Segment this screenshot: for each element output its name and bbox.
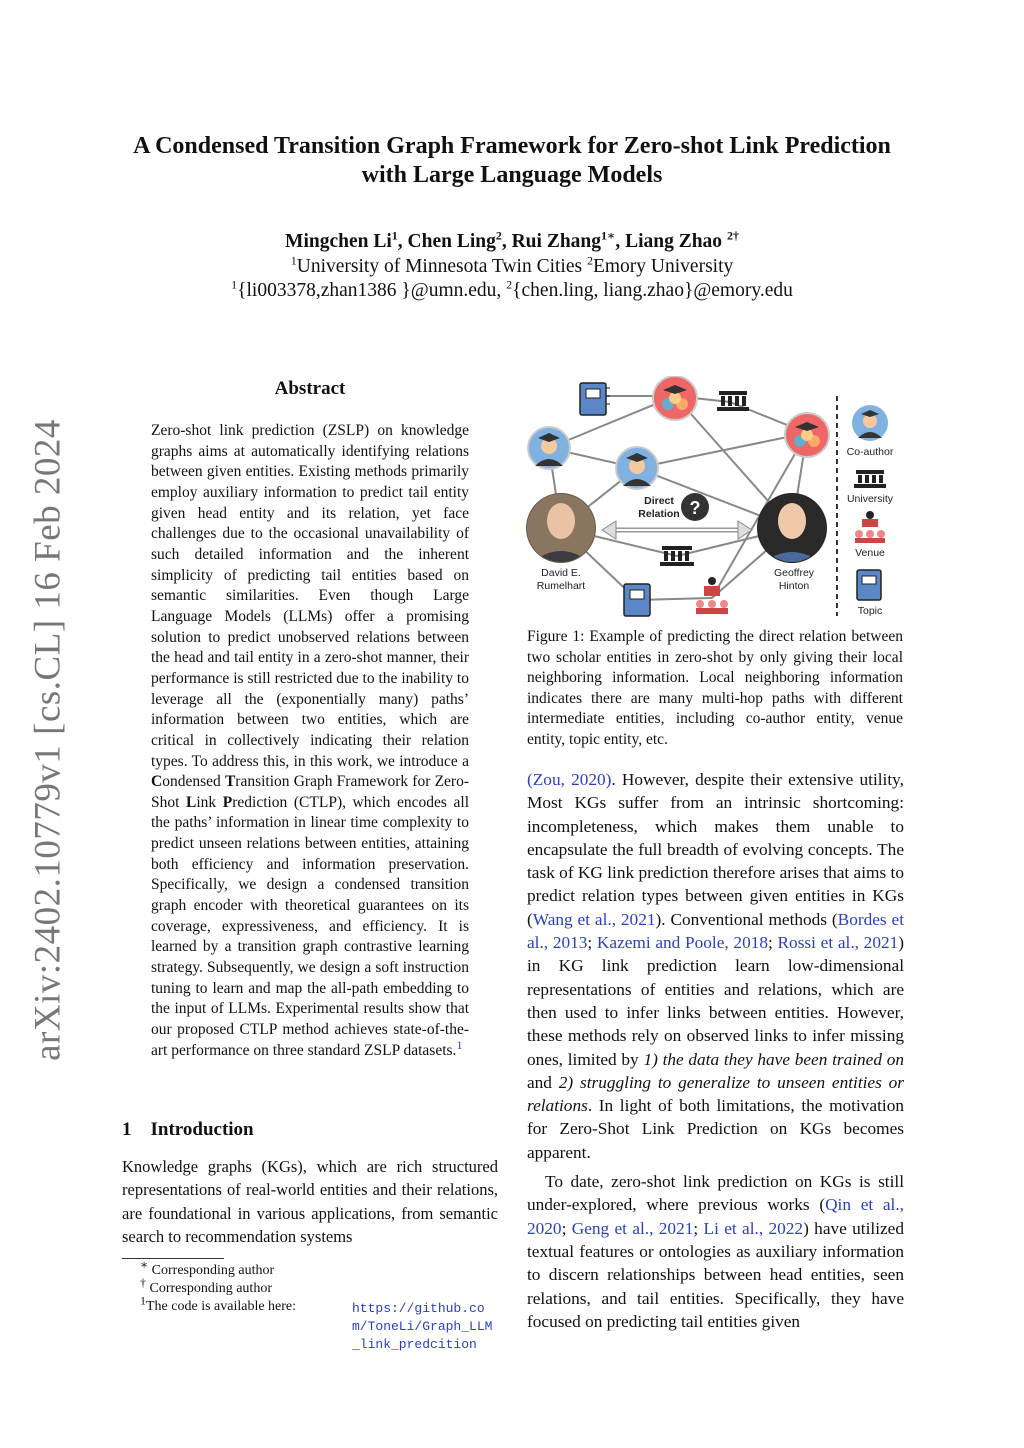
author-list: Mingchen Li$^1$, Chen Ling$^2$, Rui Zhang$^{1∗}$, Liang Zhao $^{2\dagger}$	[285, 228, 739, 252]
text: and	[527, 1072, 559, 1092]
question-icon: ?	[689, 498, 701, 518]
email-sup: 2	[506, 277, 513, 292]
citation-link[interactable]: Wang et al., 2021	[532, 909, 656, 929]
figure-1	[522, 376, 914, 624]
legend-label: Topic	[857, 605, 883, 617]
emphasis: 1) the data they have been trained on	[643, 1049, 905, 1069]
email-2: {chen.ling, liang.zhao}@emory.edu	[512, 280, 793, 301]
legend-topic-icon	[857, 570, 881, 600]
paragraph	[527, 768, 904, 1164]
citation-link[interactable]: Geng et al., 2021	[571, 1218, 694, 1238]
footnote-mark: ∗	[140, 1257, 149, 1272]
affiliation-1: University of Minnesota Twin Cities	[296, 256, 587, 277]
abstract-acronym-letter: T	[224, 773, 236, 791]
footnote-text: Corresponding author	[149, 1281, 272, 1296]
text: ). Conventional methods (	[655, 909, 838, 929]
text: ;	[561, 1218, 572, 1238]
footnote-dagger	[140, 1275, 520, 1298]
author-sup: 2	[495, 228, 502, 243]
legend-label: University	[846, 493, 894, 505]
abstract-body	[151, 421, 469, 1061]
footnote-text: Corresponding author	[151, 1263, 275, 1278]
citation-link[interactable]: Rossi et al., 2021	[777, 933, 899, 953]
affiliations	[100, 255, 924, 279]
citation-link[interactable]: Qin et al., 2020	[527, 1195, 904, 1238]
citation-link[interactable]: Bordes et al., 2013	[527, 909, 904, 953]
text: To date, zero-shot link prediction on KGs is still under-explored, where previous works (	[527, 1172, 904, 1215]
intro-paragraph: Knowledge graphs (KGs), which are rich structured representations of real-world entities and their relations, are foundational in various applications, from semantic search to recommendation systems	[122, 1157, 498, 1246]
footnote-rule	[122, 1258, 224, 1259]
footnote-mark: †	[140, 1275, 146, 1290]
footnote-url-wrap	[352, 1300, 512, 1354]
section-number: 1	[122, 1119, 132, 1140]
emphasis: 2) struggling to generalize to unseen entities or relations	[527, 1072, 904, 1116]
author-sup: 1∗	[601, 228, 616, 243]
abstract-text: rediction (CTLP), which encodes all the paths’ information in linear time complexity to predict unseen relations between entities, attaining both efficiency and information preservation. Specifically, we design a condensed transition graph encoder with theoretical guarantees on its coverage, expressiveness, and efficiency. It is learned by a transition graph contrastive learning strategy. Subsequently, we design a soft instruction tuning to learn and map the all-path embedding to the input of LLMs. Experimental results show that our proposed CTLP method achieves state-of-the-art performance on three standard ZSLP datasets.	[151, 793, 469, 1059]
author-name: Liang Zhao	[625, 231, 723, 252]
section-heading	[122, 1119, 254, 1141]
text: ) in KG link prediction learn low-dimensional representations of entities and relations, which are then used to infer links between entities. However, these methods rely on observed links to infer missing ones, limited by	[527, 933, 905, 1069]
emails	[100, 279, 924, 303]
person-right-label: Geoffrey Hinton	[773, 567, 815, 592]
person-photo-right	[752, 486, 832, 566]
person-photo-left	[522, 486, 602, 566]
citation-link[interactable]: Kazemi and Poole, 2018	[596, 933, 768, 953]
text: ;	[768, 933, 778, 953]
figure-caption: Figure 1: Example of predicting the direct relation between two scholar entities in zero-shot by only giving their local neighboring information. Local neighboring information indicates there are many multi-hop paths with different intermediate entities, including co-author entity, venue entity, topic entity, etc.	[527, 628, 903, 748]
paragraph	[527, 1170, 904, 1333]
book-icon	[580, 383, 610, 415]
affil-sup: 2	[586, 253, 593, 268]
abstract-text: ink	[196, 793, 223, 811]
author-name: Chen Ling	[407, 231, 496, 252]
legend-venue-icon	[855, 511, 885, 543]
legend-university-icon	[854, 470, 886, 488]
text: ;	[693, 1218, 704, 1238]
right-column-text	[527, 768, 904, 1333]
abstract-text: ondensed	[162, 773, 225, 791]
email-sup: 1	[231, 277, 238, 292]
abstract-text: Zero-shot link prediction (ZSLP) on knowledge graphs aims at automatically identifying relations between given entities. Existing methods primarily employ auxiliary information to predict tail entity given head entity and its relation, yet face challenges due to the occasional unavailability of such detailed information and the inherent simplicity of predicting tail entities based on semantic similarities. Even though Large Language Models (LLMs) offer a promising solution to predict unobserved relations between the head and tail entity in a zero-shot manner, their performance is still restricted due to the inability to leverage all the (exponentially many) paths’ information between two entities, which are critical in collectively indicating their relation types. To address this, in this work, we introduce a	[151, 422, 469, 770]
footnote-text: The code is available here:	[146, 1299, 297, 1314]
abstract-acronym-letter: C	[151, 773, 163, 791]
paper-title-line2: with Large Language Models	[361, 162, 663, 188]
legend-coauthor-icon	[852, 405, 888, 441]
code-url-link[interactable]: https://github.com/ToneLi/Graph_LLM_link_predcition	[352, 1301, 493, 1352]
affiliation-2: Emory University	[592, 256, 734, 277]
text: ;	[587, 933, 597, 953]
author-name: Mingchen Li	[285, 231, 392, 252]
legend-label: Venue	[855, 547, 885, 559]
text: . However, despite their extensive utility, Most KGs suffer from an intrinsic shortcoming: incompleteness, which makes them unable to encapsulate the full breadth of evolving concepts. The task of KG link prediction therefore arises that aims to predict relation types between given entities in KGs (	[527, 770, 904, 929]
coauthor-group-icon	[653, 376, 697, 420]
author-sup: 1	[391, 228, 398, 243]
legend-label: Co-author	[846, 446, 894, 458]
author-name: Rui Zhang	[511, 231, 602, 252]
text: ) have utilized textual features or ontologies as auxiliary information to discern relationships between head entities, seen relations, and tail entities. Specifically, they have focused on predicting tail entities given	[527, 1218, 904, 1331]
citation-link[interactable]: Li et al., 2022	[703, 1218, 804, 1238]
person-left-label: David E. Rumelhart	[536, 567, 586, 592]
citation-link[interactable]: (Zou, 2020)	[527, 770, 612, 789]
affil-sup: 1	[290, 253, 297, 268]
direct-relation-arrow	[602, 521, 752, 539]
book-icon	[624, 584, 650, 616]
coauthor-group-icon	[785, 413, 829, 457]
venue-icon	[696, 577, 728, 614]
abstract-acronym-letter: L	[186, 793, 197, 811]
paper-title-line1: A Condensed Transition Graph Framework for Zero-shot Link Prediction	[133, 133, 891, 159]
arxiv-stamp-text: arXiv:2402.10779v1 [cs.CL] 16 Feb 2024	[27, 419, 69, 1061]
author-sup: 2†	[726, 228, 739, 243]
section-title: Introduction	[150, 1119, 254, 1140]
graph-edges	[549, 396, 807, 600]
university-icon	[717, 391, 749, 411]
scholar-icon	[528, 427, 570, 469]
scholar-icon	[616, 447, 658, 489]
abstract-heading: Abstract	[274, 378, 346, 399]
arxiv-stamp	[18, 419, 78, 1061]
abstract-text: ransition Graph Framework for Zero-Shot	[151, 773, 469, 811]
direct-relation-label: Direct Relation	[638, 495, 680, 520]
footnote-ref[interactable]: 1	[456, 1037, 463, 1052]
abstract-acronym-letter: P	[222, 793, 233, 811]
footnote-star	[140, 1257, 520, 1280]
email-1: {li003378,zhan1386 }@umn.edu,	[237, 280, 507, 301]
text: . In light of both limitations, the motivation for Zero-Shot Link Prediction on KGs becomes apparent.	[527, 1096, 904, 1162]
footnote-mark: 1	[140, 1293, 146, 1308]
